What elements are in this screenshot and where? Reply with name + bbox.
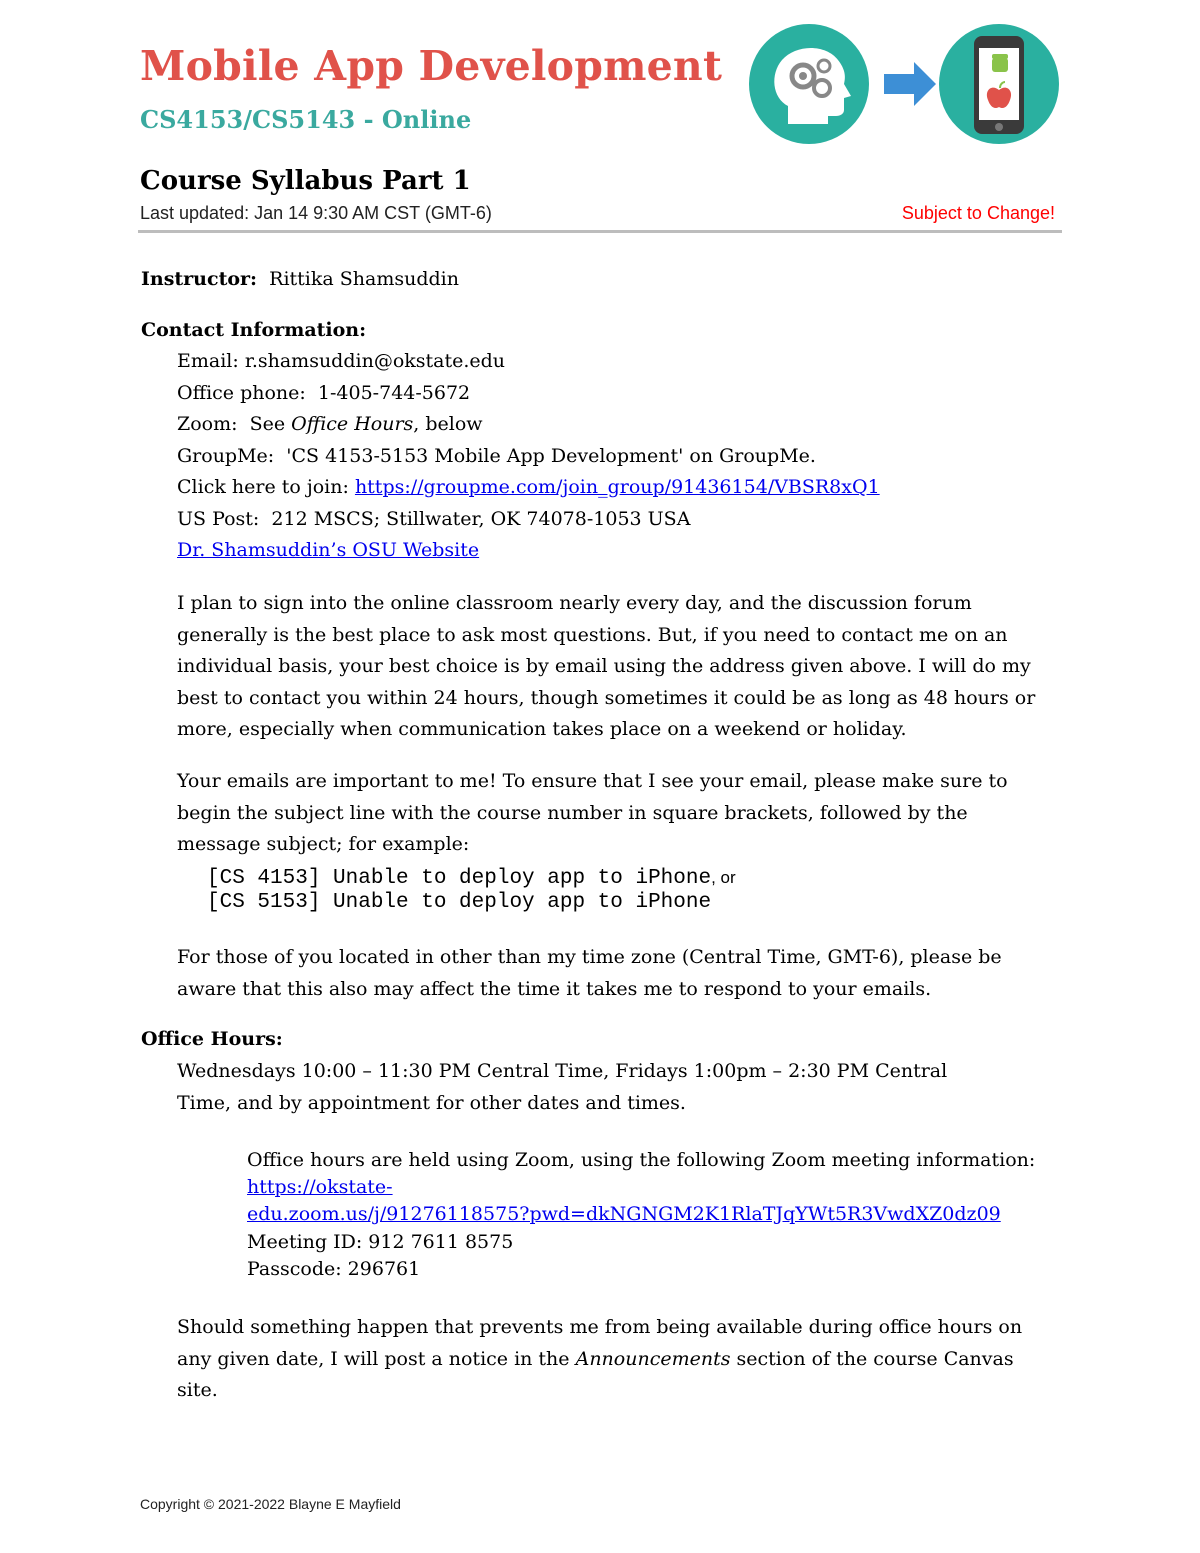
syllabus-title: Course Syllabus Part 1 xyxy=(140,166,471,196)
email-label: Email: xyxy=(177,350,239,372)
header-divider xyxy=(138,230,1062,233)
timezone-paragraph: For those of you located in other than my time zone (Central Time, GMT-6), please be aware that this also may affect the time it takes me to respond to your emails. xyxy=(177,946,1002,1000)
contact-heading: Contact Information: xyxy=(141,319,367,341)
zoom-see: See xyxy=(249,413,286,435)
arrow-right-icon xyxy=(884,62,936,106)
availability-paragraph: I plan to sign into the online classroom nearly every day, and the discussion forum generally is the best place to ask most questions. But, if you need to contact me on an individual basis, your best choice is by email using the address given above. I will do my best to contact you within 24 hours, though sometimes it could be as long as 48 hours or more, especially when communication takes place on a weekend or holiday. xyxy=(177,592,1036,740)
groupme-join-line xyxy=(177,472,880,503)
course-subtitle: CS4153/CS5143 - Online xyxy=(140,105,472,134)
zoom-link-part2[interactable]: edu.zoom.us/j/91276118575?pwd=dkNGNGM2K1RlaTJqYWt5R3VwdXZ0dz09 xyxy=(247,1203,1001,1225)
groupme-label: GroupMe: xyxy=(177,445,275,467)
instructor-label: Instructor: xyxy=(141,268,258,290)
email-subject-paragraph: Your emails are important to me! To ensure that I see your email, please make sure to begin the subject line with the course number in square brackets, followed by the message subject; for example: xyxy=(177,770,1008,855)
zoom-rest: , below xyxy=(413,413,483,435)
smartphone-android-apple-icon xyxy=(939,24,1059,144)
post-value: 212 MSCS; Stillwater, OK 74078-1053 USA xyxy=(271,508,691,530)
osu-website-link[interactable]: Dr. Shamsuddin’s OSU Website xyxy=(177,539,480,561)
office-hours-notice xyxy=(177,1312,1052,1407)
post-label: US Post: xyxy=(177,508,260,530)
groupme-join-link[interactable]: https://groupme.com/join_group/91436154/VBSR8xQ1 xyxy=(354,476,880,498)
course-title: Mobile App Development xyxy=(140,42,723,90)
example-suffix: , or xyxy=(711,868,736,887)
example-subject-1-line xyxy=(207,864,736,890)
instructor-line xyxy=(141,264,459,295)
example-subject-2: [CS 5153] Unable to deploy app to iPhone xyxy=(207,891,712,914)
head-gears-icon xyxy=(749,24,869,144)
zoom-office-hours-ref: Office Hours xyxy=(291,413,414,435)
zoom-link-part1[interactable]: https://okstate- xyxy=(247,1176,393,1198)
us-post-line xyxy=(177,504,690,535)
email-line xyxy=(177,346,505,377)
office-hours-heading: Office Hours: xyxy=(141,1028,283,1050)
header-graphic xyxy=(748,24,1060,148)
phone-value: 1-405-744-5672 xyxy=(317,382,471,404)
join-label: Click here to join: xyxy=(177,476,349,498)
notice-post: section of the course Canvas site. xyxy=(177,1347,1014,1401)
passcode: Passcode: 296761 xyxy=(247,1258,421,1280)
office-hours-schedule: Wednesdays 10:00 – 11:30 PM Central Time, Fridays 1:00pm – 2:30 PM Central Time, and by appointment for other dates and times. xyxy=(177,1060,948,1114)
subject-to-change-note: Subject to Change! xyxy=(901,203,1055,223)
zoom-line xyxy=(177,409,483,440)
instructor-name: Rittika Shamsuddin xyxy=(269,268,459,290)
phone-label: Office phone: xyxy=(177,382,306,404)
last-updated: Last updated: Jan 14 9:30 AM CST (GMT-6) xyxy=(140,203,492,223)
announcements-ref: Announcements xyxy=(575,1347,731,1370)
notice-pre: Should something happen that prevents me from being available during office hours on any given date, I will post a notice in the xyxy=(177,1316,1023,1370)
phone-line xyxy=(177,378,470,409)
zoom-label: Zoom: xyxy=(177,413,238,435)
copyright-footer: Copyright © 2021-2022 Blayne E Mayfield xyxy=(140,1496,401,1512)
meeting-id: Meeting ID: 912 7611 8575 xyxy=(247,1231,514,1253)
groupme-value: 'CS 4153-5153 Mobile App Development' on GroupMe. xyxy=(286,445,816,467)
groupme-line xyxy=(177,441,816,472)
zoom-intro: Office hours are held using Zoom, using the following Zoom meeting information: xyxy=(247,1149,1036,1171)
email-value[interactable]: r.shamsuddin@okstate.edu xyxy=(244,350,506,372)
example-subject-1: [CS 4153] Unable to deploy app to iPhone xyxy=(207,867,712,890)
website-line xyxy=(177,535,479,566)
